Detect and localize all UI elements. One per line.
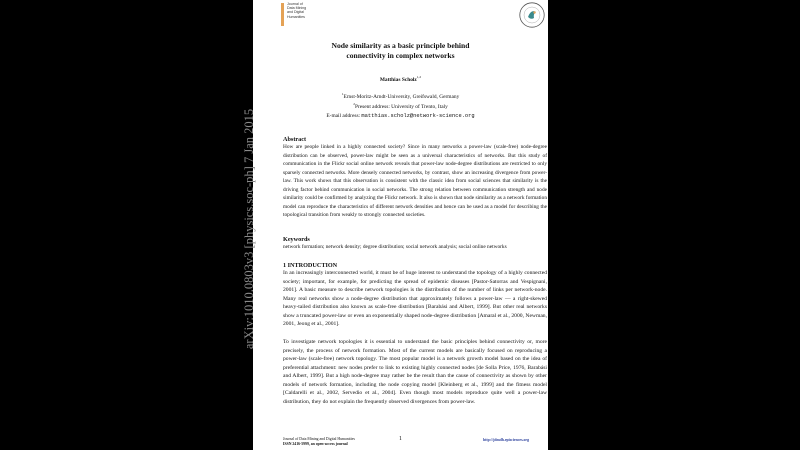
episciences-seal-icon <box>519 2 545 28</box>
author <box>253 75 548 83</box>
affil-text: Present address: University of Trento, Italy <box>354 103 448 110</box>
affiliation <box>253 91 548 101</box>
journal-logo-line: Journal of <box>287 2 303 6</box>
abstract-heading: Abstract <box>283 136 307 143</box>
abstract-text: How are people linked in a highly connected society? Since in many networks a power-law (scale-free) node-degree distribution can be observed, power-law might be seen as a universal characteristics of networks. But this study of communication in the Flickr social online network reveals that power-law node-degree distributions are restricted to only sparsely connected networks. More densely connected networks, by contrast, show an increasing divergence from power-law. This work shows that this observation is consistent with the classic idea from social sciences that similarity is the driving factor behind communication in social networks. The strong relation between communication strength and node similarity could be confirmed by analyzing the Flickr network. It also is shown that node similarity as a network formation model can reproduce the characteristics of different network densities and hence can be used as a model for describing the topological transition from weakly to strongly connected societies. <box>283 144 547 219</box>
page-number: 1 <box>399 436 402 442</box>
author-name: Matthias Scholz <box>379 76 417 83</box>
journal-logo-line: Humanities <box>287 14 305 19</box>
footer-issn: ISSN 2416-5999, an open-access journal <box>283 441 348 446</box>
keywords-text: network formation; network density; degree distribution; social network analysis; social online networks <box>283 244 507 250</box>
footer-url-link[interactable]: http://jdmdh.episciences.org <box>483 438 529 442</box>
journal-logo-line: Data Mining <box>287 6 307 11</box>
arxiv-stamp: arXiv:1010.0803v3 [physics.soc-ph] 7 Jan 2015 <box>242 108 256 350</box>
journal-logo-line: and Digital <box>287 10 304 15</box>
affiliation <box>253 101 548 111</box>
introduction-heading: 1 INTRODUCTION <box>283 262 338 269</box>
paper-page <box>253 0 548 450</box>
affiliations <box>253 91 548 111</box>
affil-mark: 2 <box>353 101 355 106</box>
journal-logo <box>281 2 321 28</box>
affil-text: Ernst-Moritz-Arndt-University, Greifswald, Germany <box>343 93 460 100</box>
keywords-heading: Keywords <box>283 236 310 243</box>
email-address[interactable]: matthias.scholz@network-science.org <box>361 113 475 119</box>
email-line <box>253 113 548 119</box>
intro-paragraph-1: In an increasingly interconnected world, it must be of huge interest to understand the topology of a highly connected society; important, for example, for predicting the spread of epidemic diseases [Pastor-Satorras and Vespignani, 2001]. A basic measure to describe network topologies is the distribution of the number of links per network-node. Many real networks show a node-degree distribution that approximately follows a power-law — a right-skewed heavy-tailed distribution also known as scale-free distribution [Barabási and Albert, 1999]. But other real networks show a truncated power-law or even an exponentially shaped node-degree distribution [Amaral et al., 2000, Newman, 2001, Jeong et al., 2001]. <box>283 270 547 328</box>
journal-logo-bar <box>281 3 284 26</box>
intro-paragraph-2: To investigate network topologies it is essential to understand the basic principles behind connectivity or, more precisely, the process of network formation. Most of the current models are basically focused on reproducing a power-law (scale-free) network topology. The most popular model is a network growth model based on the idea of preferential attachment: new nodes prefer to link to existing highly connected nodes [de Solla Price, 1976, Barabási and Albert, 1999]. But a high node-degree may rather be the result than the cause of connectivity as shown by other models of network formation, including the node copying model [Kleinberg et al., 1999] and the fitness model [Caldarelli et al., 2002, Servedio et al., 2004]. Even though most models reproduce quite well a power-law distribution, they do not explain the frequently observed divergences from power-law. <box>283 339 547 405</box>
paper-title <box>253 41 548 61</box>
author-affil-marks: 1,2 <box>416 75 422 79</box>
journal-logo-text <box>287 2 306 19</box>
email-label: E-mail address: <box>326 113 361 119</box>
footer-journal-name: Journal of Data Mining and Digital Humanities <box>283 437 355 441</box>
title-line: Node similarity as a basic principle behind <box>331 41 470 50</box>
affil-mark: 1 <box>341 92 344 96</box>
title-line: connectivity in complex networks <box>346 51 455 60</box>
